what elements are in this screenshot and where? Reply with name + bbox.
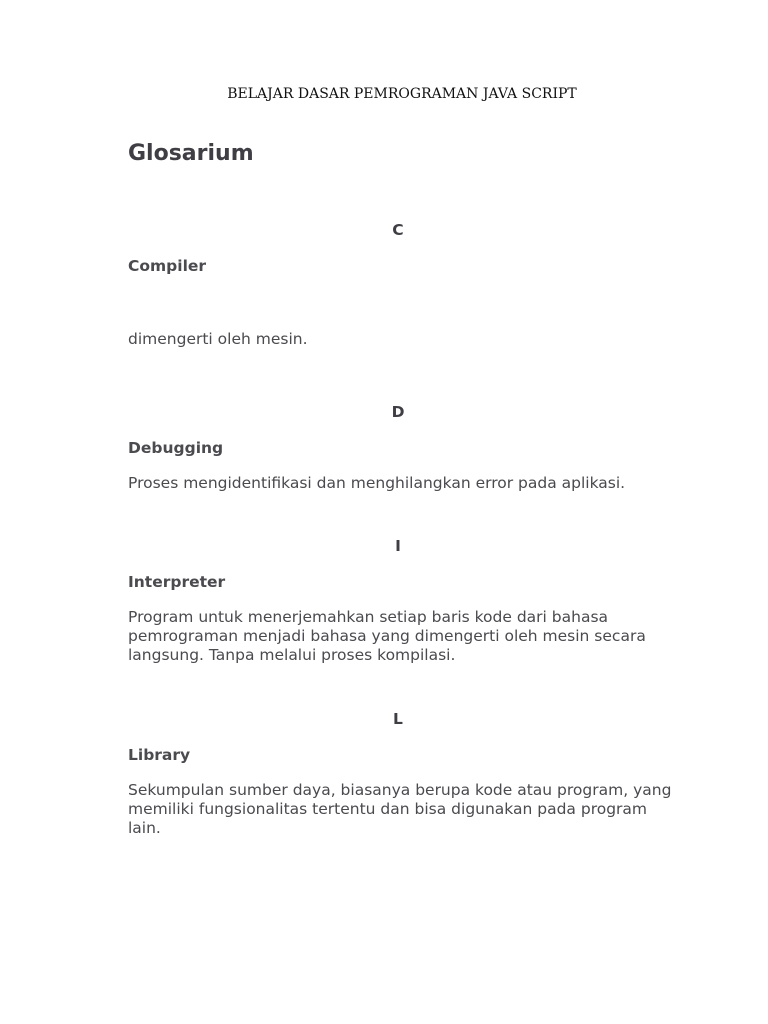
glossary-section-l [128,709,676,838]
section-letter-text: L [393,710,403,728]
glossary-definition: Program untuk menerjemahkan setiap baris kode dari bahasa pemrograman menjadi bahasa yang dimengerti oleh mesin secara langsung. Tanpa melalui proses kompilasi. [128,608,646,664]
glossary-term: Compiler [128,257,207,275]
section-letter [128,536,676,556]
glossary-term: Debugging [128,439,224,457]
page-title: Glosarium [128,141,254,166]
section-letter-text: C [392,221,404,239]
glossary-section-c [128,220,676,349]
glossary-content [128,140,676,838]
glossary-section-d [128,402,676,493]
section-letter [128,220,676,240]
section-letter [128,709,676,729]
glossary-definition: Proses mengidentifikasi dan menghilangkan error pada aplikasi. [128,474,626,492]
section-letter-text: I [395,537,401,555]
glossary-definition: Sekumpulan sumber daya, biasanya berupa kode atau program, yang memiliki fungsionalitas tertentu dan bisa digunakan pada program lain. [128,781,672,837]
section-letter-text: D [391,403,405,421]
glossary-definition: dimengerti oleh mesin. [128,330,308,348]
glossary-term: Library [128,746,191,764]
section-letter [128,402,676,422]
glossary-section-i [128,536,676,665]
running-header: BELAJAR DASAR PEMROGRAMAN JAVA SCRIPT [227,86,577,102]
glossary-term: Interpreter [128,573,226,591]
